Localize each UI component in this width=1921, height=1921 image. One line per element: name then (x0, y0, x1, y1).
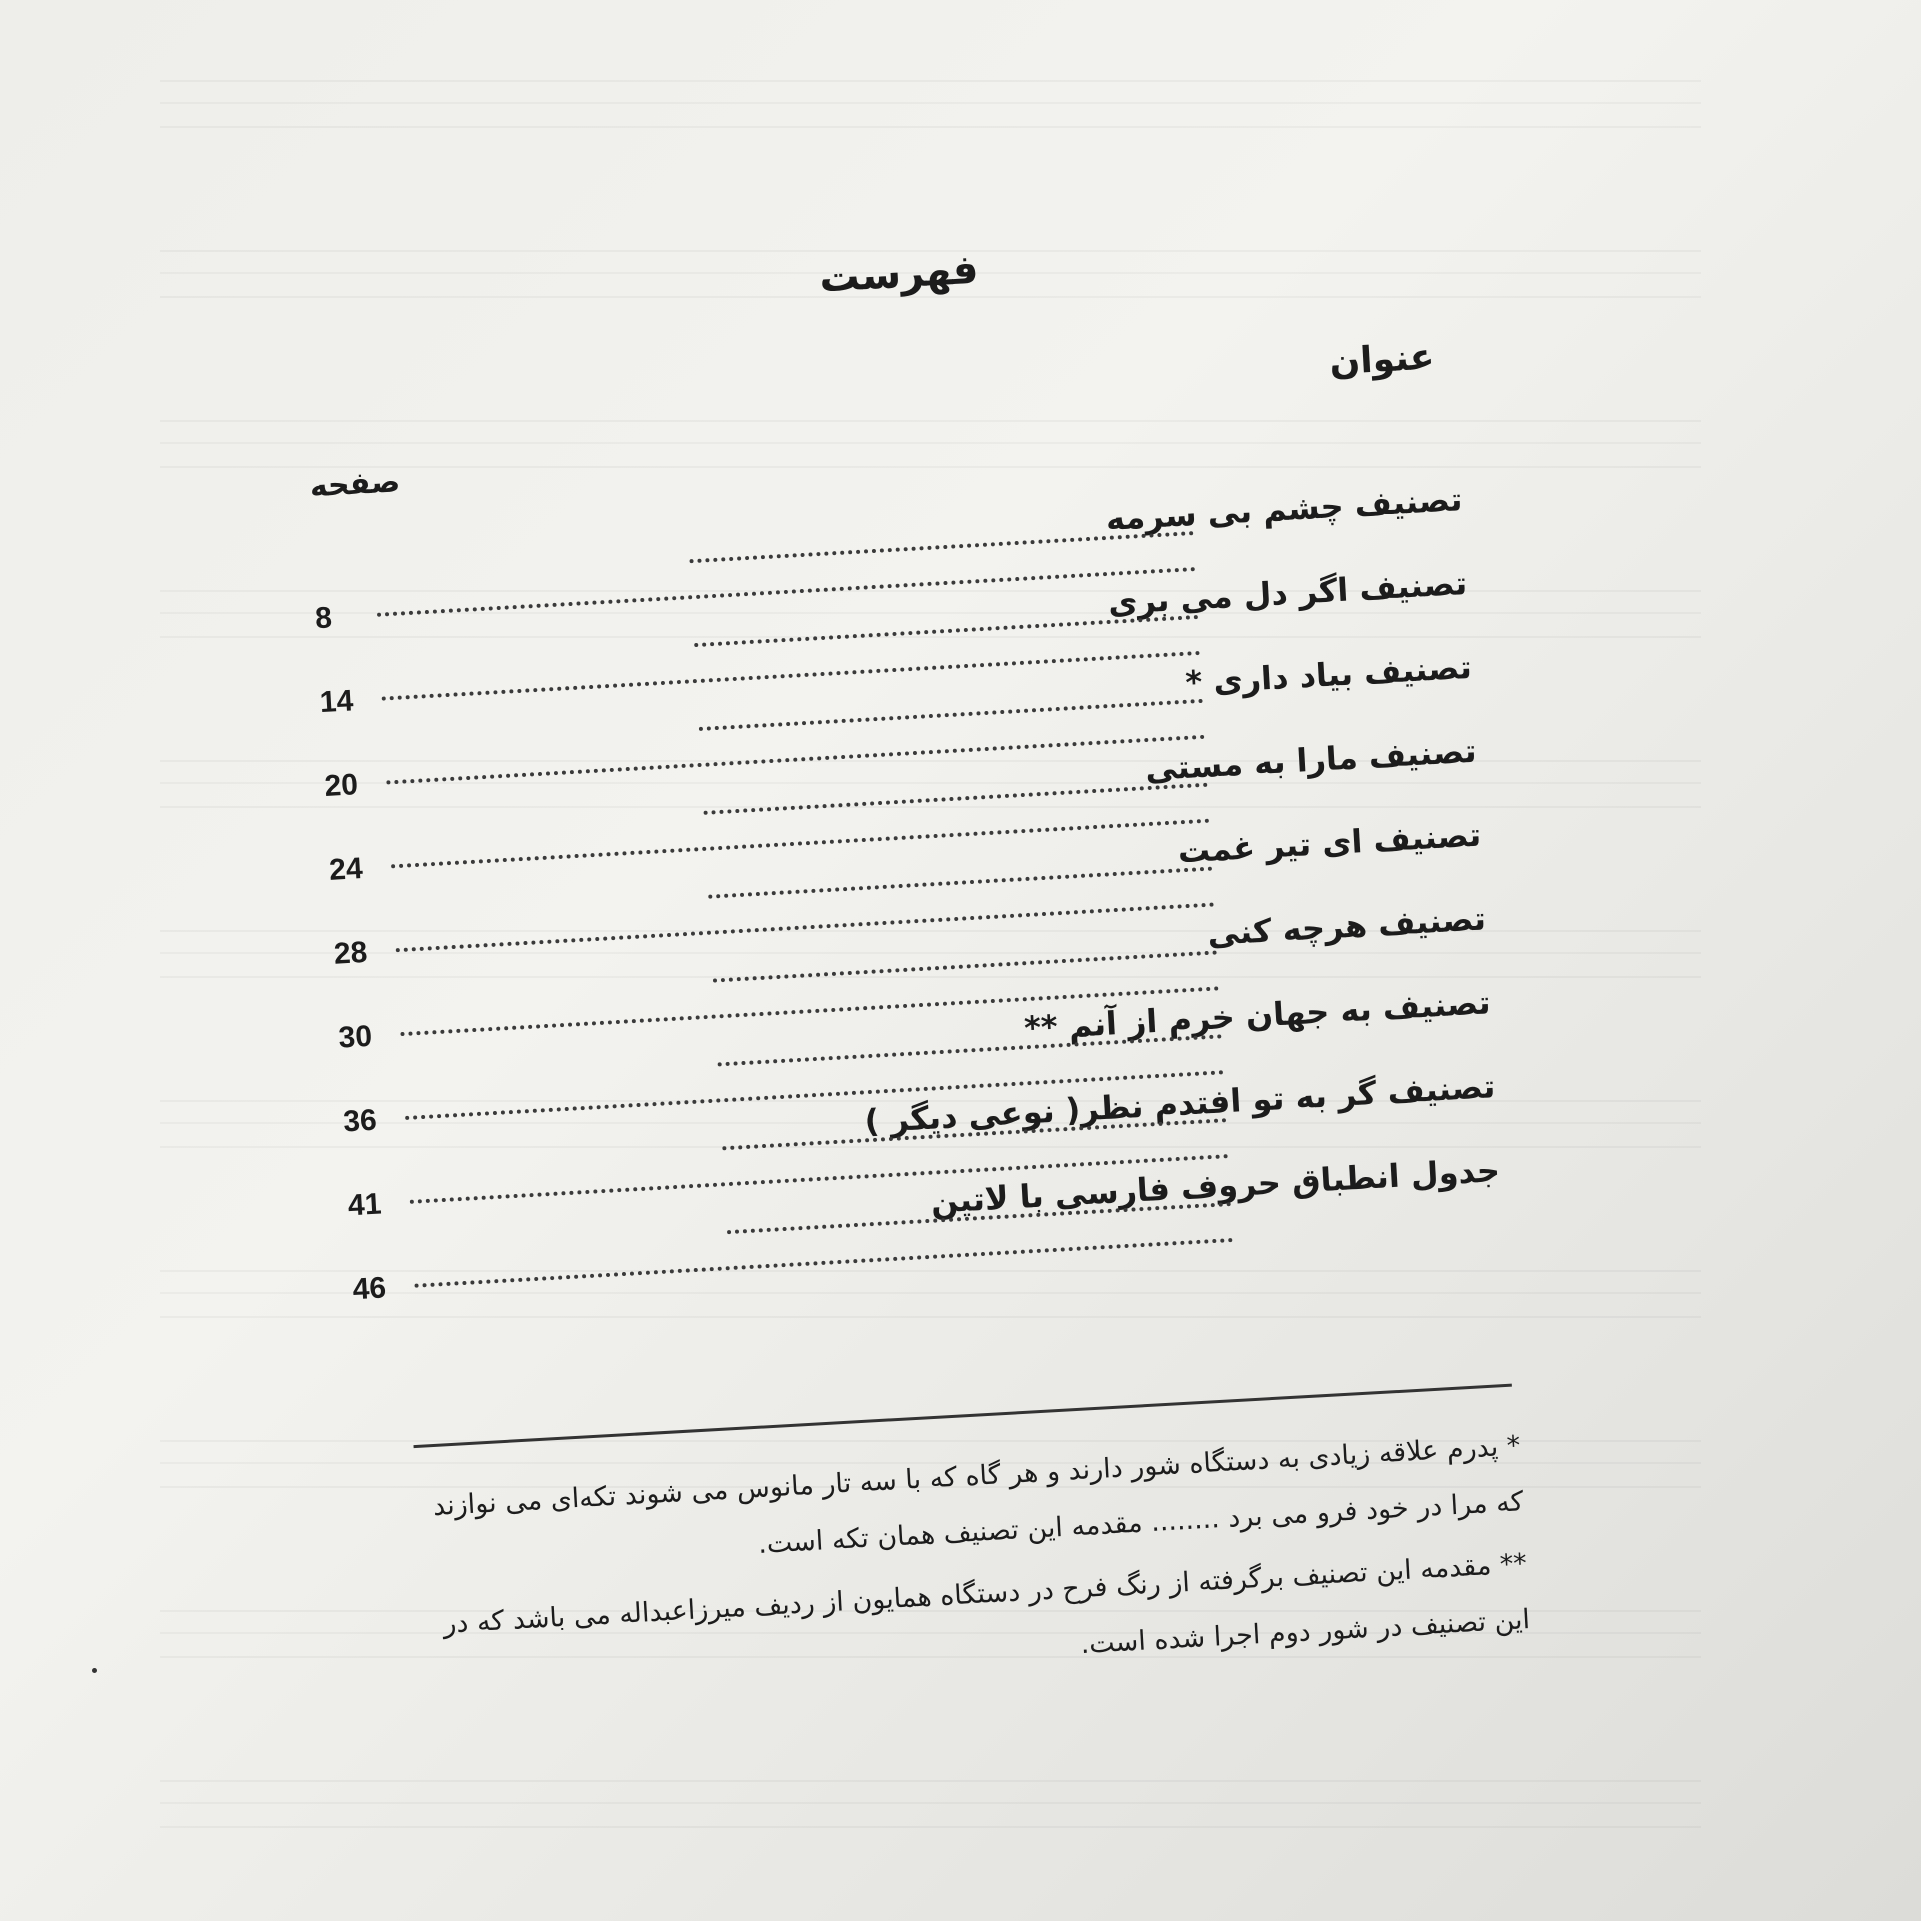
toc-entry-page: 41 (347, 1187, 383, 1223)
dot-leader (694, 615, 1198, 647)
toc-entry-page: 28 (333, 935, 369, 971)
toc-entry-title: تصنیف مارا به مستی (1144, 731, 1478, 789)
footnote: * پدرم علاقه زیادی به دستگاه شور دارند و هر گاه که با سه تار مانوس می شوند تکه‌ای می نوازند که مرا در خود فرو می برد ........ مقدمه این تصنیف همان تکه است. (432, 1430, 1525, 1560)
toc-entry-page: 30 (337, 1019, 373, 1055)
toc-entry-title: تصنیف بیاد داری * (1184, 647, 1473, 702)
footnote: ** مقدمه این تصنیف برگرفته از رنگ فرح در دستگاه همایون از ردیف میرزاعبداله می باشد که در این تصنیف در شور دوم اجرا شده است. (442, 1548, 1531, 1661)
dot-leader (718, 1034, 1222, 1066)
dot-leader (414, 1238, 1233, 1288)
toc-entry-page: 8 (314, 601, 333, 636)
toc-entry-title: تصنیف هرچه کنی (1206, 899, 1487, 953)
toc-entry-page: 36 (342, 1103, 378, 1139)
dot-leader (708, 867, 1212, 899)
page-title: فهرست (818, 246, 980, 302)
title-column-header: عنوان (1328, 336, 1436, 384)
page-column-header: صفحه (308, 464, 402, 505)
toc-entry-page: 24 (328, 852, 364, 887)
toc-entry-title: تصنیف اگر دل می بری (1107, 563, 1469, 622)
dot-leader (704, 783, 1208, 815)
dot-leader (713, 950, 1217, 982)
dot-leader (699, 699, 1203, 731)
toc-entry-title: تصنیف به جهان خرم از آنم ** (1023, 983, 1492, 1048)
footnotes (420, 1418, 1531, 1715)
toc-entry-page: 14 (318, 684, 355, 720)
page-content (286, 177, 1593, 1843)
toc-entry-page: 46 (351, 1271, 387, 1307)
paper-speck (92, 1668, 97, 1673)
table-of-contents (303, 477, 1563, 1307)
dot-leader (689, 531, 1193, 563)
toc-entry-title: تصنیف چشم بی سرمه (1104, 480, 1464, 538)
toc-entry-title: تصنیف گر به تو افتدم نظر( نوعی دیگر ) (863, 1067, 1497, 1141)
toc-entry-title: تصنیف ای تیر غمت (1176, 815, 1483, 871)
toc-entry-title: جدول انطباق حروف فارسی با لاتین (929, 1151, 1501, 1221)
bleed-through-staff (160, 80, 1701, 128)
toc-entry-page: 20 (323, 768, 359, 803)
